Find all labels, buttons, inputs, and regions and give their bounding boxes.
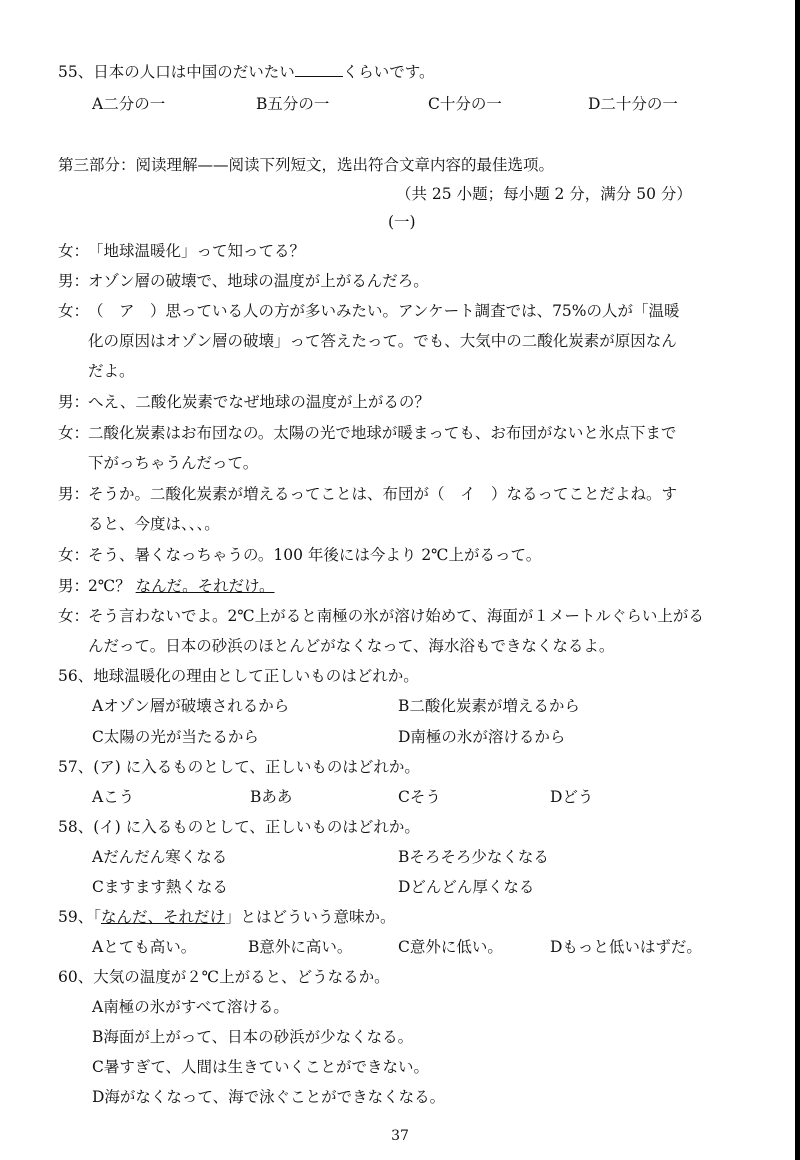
speaker-label: 男： xyxy=(58,577,90,595)
dialogue-text: だよ。 xyxy=(88,362,135,380)
dialogue-text: へえ、二酸化炭素でなぜ地球の温度が上がるの？ xyxy=(88,393,430,411)
q59-stem-after: 」とはどういう意味か。 xyxy=(225,908,396,926)
dialogue-line xyxy=(58,301,680,321)
q57-option-b: Bああ xyxy=(250,788,293,806)
q60-option-b: B海面が上がって、日本の砂浜が少なくなる。 xyxy=(92,1028,414,1046)
dialogue-text: （ ア ）思っている人の方が多いみたい。アンケート調査では、75%の人が「温暖 xyxy=(88,302,680,320)
q55-stem xyxy=(58,62,435,82)
q60-option-d: D海がなくなって、海で泳ぐことができなくなる。 xyxy=(92,1088,446,1106)
speaker-label: 女： xyxy=(58,546,90,564)
speaker-label: 女： xyxy=(58,302,90,320)
q59-option-b: B意外に高い。 xyxy=(248,938,353,956)
q57-option-c: Cそう xyxy=(398,788,441,806)
speaker-label: 男： xyxy=(58,272,90,290)
speaker-label: 男： xyxy=(58,393,90,411)
dialogue-line xyxy=(58,392,430,412)
page-number: 37 xyxy=(391,1128,409,1144)
q55-option-d: D二十分の一 xyxy=(588,95,678,113)
q58-option-c: Cますます熱くなる xyxy=(92,878,228,896)
dialogue-text: ると、今度は、、、。 xyxy=(88,515,220,533)
q55-option-c: C十分の一 xyxy=(428,95,502,113)
q58-stem: 58、(イ) に入るものとして、正しいものはどれか。 xyxy=(58,818,420,836)
speaker-label: 男： xyxy=(58,485,90,503)
underlined-phrase: なんだ。それだけ。 xyxy=(135,577,275,595)
q55-blank xyxy=(295,62,343,77)
dialogue-text: そうか。二酸化炭素が増えるってことは、布団が（ イ ）なるってことだよね。す xyxy=(88,485,678,503)
q60-stem: 60、大気の温度が２℃上がると、どうなるか。 xyxy=(58,968,390,986)
q60-option-c: C暑すぎて、人間は生きていくことができない。 xyxy=(92,1058,430,1076)
q56-option-b: B二酸化炭素が増えるから xyxy=(398,697,580,715)
dialogue-text: んだって。日本の砂浜のほとんどがなくなって、海水浴もできなくなるよ。 xyxy=(88,637,615,655)
dialogue-line xyxy=(58,423,676,443)
scan-edge-border xyxy=(795,0,800,1160)
q56-option-a: Aオゾン層が破壊されるから xyxy=(92,697,290,715)
section-title: 第三部分：阅读理解——阅读下列短文，选出符合文章内容的最佳选项。 xyxy=(58,156,555,174)
dialogue-text: オゾン層の破壊で、地球の温度が上がるんだろ。 xyxy=(88,272,429,290)
q58-option-d: Dどんどん厚くなる xyxy=(398,878,535,896)
q59-option-c: C意外に低い。 xyxy=(398,938,503,956)
dialogue-text: 2℃？ xyxy=(88,577,136,595)
passage-number: (一) xyxy=(388,213,416,231)
dialogue-text: 下がっちゃうんだって。 xyxy=(88,454,259,472)
dialogue-line xyxy=(58,606,704,626)
dialogue-line xyxy=(58,576,275,596)
q58-option-a: Aだんだん寒くなる xyxy=(92,848,228,866)
speaker-label: 女： xyxy=(58,607,90,625)
q60-option-a: A南極の氷がすべて溶ける。 xyxy=(92,998,289,1016)
speaker-label: 女： xyxy=(58,424,90,442)
q56-option-d: D南極の氷が溶けるから xyxy=(398,728,566,746)
dialogue-text: 「地球温暖化」って知ってる？ xyxy=(88,242,306,260)
q59-stem xyxy=(58,907,396,927)
q57-option-d: Dどう xyxy=(550,788,594,806)
q57-stem: 57、(ア) に入るものとして、正しいものはどれか。 xyxy=(58,758,420,776)
q56-stem: 56、地球温暖化の理由として正しいものはどれか。 xyxy=(58,667,419,685)
dialogue-text: そう言わないでよ。2℃上がると南極の氷が溶け始めて、海面が１メートルぐらい上がる xyxy=(88,607,704,625)
dialogue-line xyxy=(58,545,541,565)
q59-option-a: Aとても高い。 xyxy=(92,938,197,956)
dialogue-line xyxy=(58,484,677,504)
q59-option-d: Dもっと低いはずだ。 xyxy=(550,938,702,956)
q55-stem-after: くらいです。 xyxy=(342,63,435,81)
dialogue-line xyxy=(58,271,429,291)
q59-stem-before: 59、「 xyxy=(58,908,101,926)
dialogue-text: 二酸化炭素はお布団なの。太陽の光で地球が暖まっても、お布団がないと氷点下まで xyxy=(88,424,677,442)
dialogue-line xyxy=(58,241,305,261)
speaker-label: 女： xyxy=(58,242,90,260)
q59-underlined-phrase: なんだ、それだけ xyxy=(100,908,225,926)
q55-option-a: A二分の一 xyxy=(92,95,166,113)
q55-option-b: B五分の一 xyxy=(256,95,330,113)
q57-option-a: Aこう xyxy=(92,788,135,806)
q58-option-b: Bそろそろ少なくなる xyxy=(398,848,549,866)
dialogue-text: 化の原因はオゾン層の破壊」って答えたって。でも、大気中の二酸化炭素が原因なん xyxy=(88,332,677,350)
section-note: （共 25 小题；每小题 2 分，满分 50 分） xyxy=(396,185,692,203)
dialogue-text: そう、暑くなっちゃうの。100 年後には今より 2℃上がるって。 xyxy=(88,546,542,564)
q55-stem-before: 55、日本の人口は中国のだいたい xyxy=(58,63,295,81)
q56-option-c: C太陽の光が当たるから xyxy=(92,728,259,746)
